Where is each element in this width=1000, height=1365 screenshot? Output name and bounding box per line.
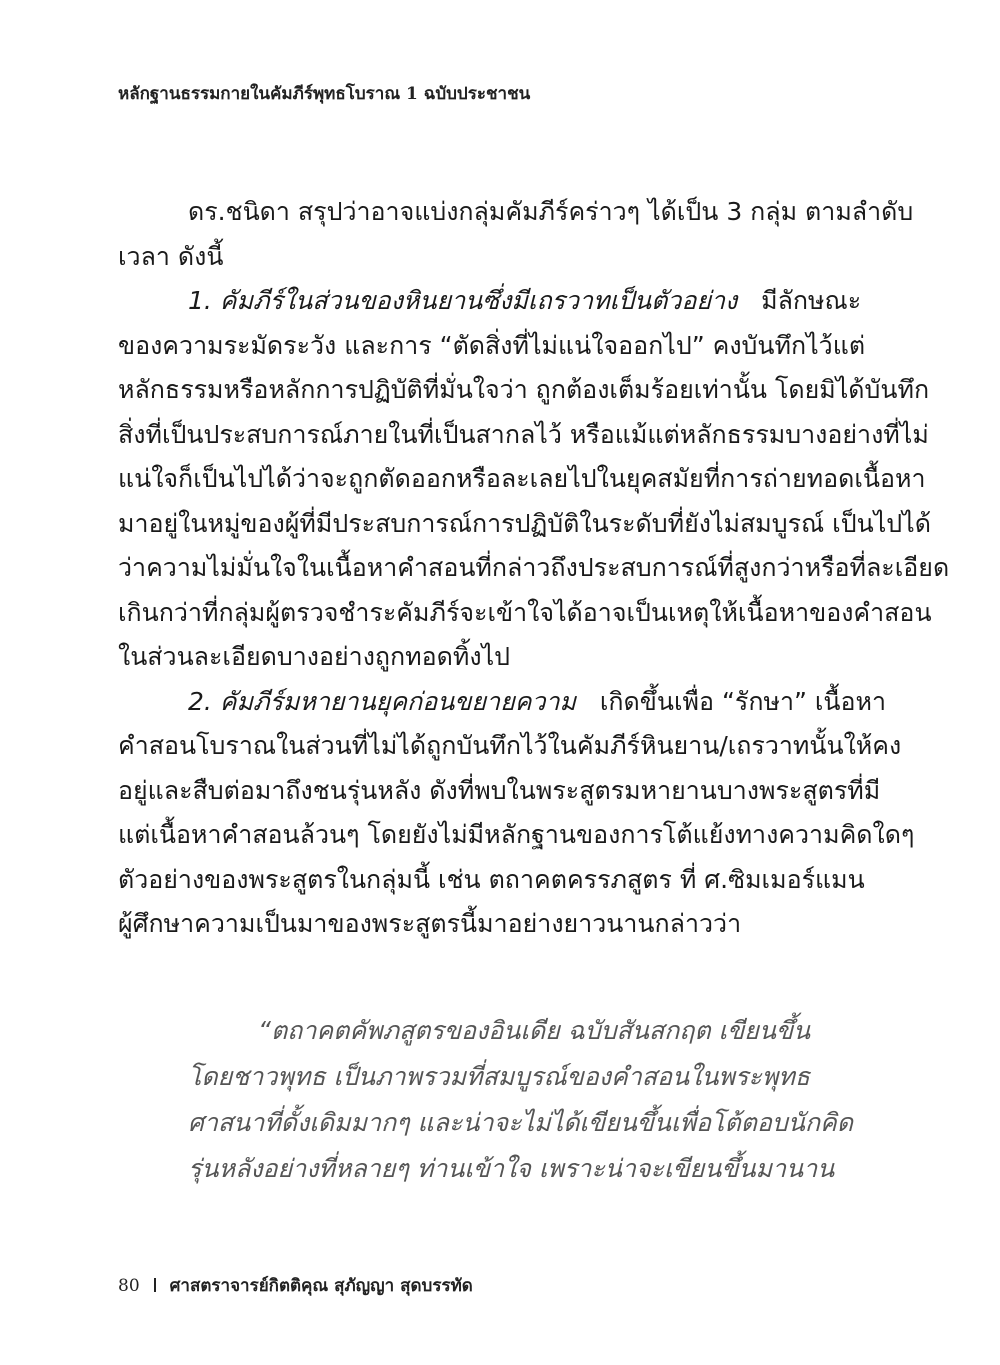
text-line: ตัวอย่างของพระสูตรในกลุ่มนี้ เช่น ตถาคตครรภสูตร ที่ ศ.ซิมเมอร์แมน: [118, 864, 865, 894]
text-line: แน่ใจก็เป็นไปได้ว่าจะถูกตัดออกหรือละเลยไปในยุคสมัยที่การถ่ายทอดเนื้อหา: [118, 464, 926, 493]
section-2-paragraph: [118, 680, 915, 947]
section-1-heading: 1. คัมภีร์ในส่วนของหินยานซึ่งมีเถรวาทเป็นตัวอย่าง: [188, 286, 738, 315]
footer-author: ศาสตราจารย์กิตติคุณ สุภัญญา สุดบรรทัด: [169, 1276, 473, 1296]
text-line: ในส่วนละเอียดบางอย่างถูกทอดทิ้งไป: [118, 642, 511, 671]
running-header: หลักฐานธรรมกายในคัมภีร์พุทธโบราณ 1 ฉบับประชาชน: [118, 84, 531, 104]
text-line: [118, 279, 862, 324]
text-line: สิ่งที่เป็นประสบการณ์ภายในที่เป็นสากลไว้ หรือแม้แต่หลักธรรมบางอย่างที่ไม่: [118, 419, 929, 449]
quote-line: ศาสนาที่ดั้งเดิมมากๆ และน่าจะไม่ได้เขียนขึ้นเพื่อโต้ตอบนักคิด: [188, 1108, 853, 1137]
text-line: แต่เนื้อหาคำสอนล้วนๆ โดยยังไม่มีหลักฐานของการโต้แย้งทางความคิดใดๆ: [118, 820, 915, 849]
text-line: คำสอนโบราณในส่วนที่ไม่ได้ถูกบันทึกไว้ในคัมภีร์หินยาน/เถรวาทนั้นให้คง: [118, 731, 902, 760]
text-line: หลักธรรมหรือหลักการปฏิบัติที่มั่นใจว่า ถูกต้องเต็มร้อยเท่านั้น โดยมิได้บันทึก: [118, 375, 930, 404]
text-line: ของความระมัดระวัง และการ “ตัดสิ่งที่ไม่แน่ใจออกไป” คงบันทึกไว้แต่: [118, 330, 866, 360]
text-line: ว่าความไม่มั่นใจในเนื้อหาคำสอนที่กล่าวถึงประสบการณ์ที่สูงกว่าหรือที่ละเอียด: [118, 553, 950, 582]
section-2-heading: 2. คัมภีร์มหายานยุคก่อนขยายความ: [188, 686, 577, 716]
block-quote: [188, 1008, 853, 1192]
text-line: มาอยู่ในหมู่ของผู้ที่มีประสบการณ์การปฏิบัติในระดับที่ยังไม่สมบูรณ์ เป็นไปได้: [118, 508, 931, 538]
text-line: เวลา ดังนี้: [118, 241, 224, 271]
quote-line: รุ่นหลังอย่างที่หลายๆ ท่านเข้าใจ เพราะน่าจะเขียนขึ้นมานาน: [188, 1154, 835, 1183]
text-line: เกินกว่าที่กลุ่มผู้ตรวจชำระคัมภีร์จะเข้าใจได้อาจเป็นเหตุให้เนื้อหาของคำสอน: [118, 597, 932, 627]
footer-separator: [154, 1278, 156, 1292]
quote-line: โดยชาวพุทธ เป็นภาพรวมที่สมบูรณ์ของคำสอนในพระพุทธ: [188, 1062, 810, 1091]
text-line: ผู้ศึกษาความเป็นมาของพระสูตรนี้มาอย่างยาวนานกล่าวว่า: [118, 909, 742, 938]
text-line: [118, 680, 887, 725]
body-text: [118, 190, 950, 947]
text-fragment: มีลักษณะ: [761, 286, 862, 315]
section-1-paragraph: [118, 279, 950, 680]
text-fragment: เกิดขึ้นเพื่อ “รักษา” เนื้อหา: [599, 686, 887, 716]
intro-paragraph: [118, 190, 914, 279]
text-line: ดร.ชนิดา สรุปว่าอาจแบ่งกลุ่มคัมภีร์คร่าวๆ ได้เป็น 3 กลุ่ม ตามลำดับ: [188, 197, 914, 226]
page-footer: [118, 1272, 473, 1299]
quote-line: “ตถาคตคัพภสูตรของอินเดีย ฉบับสันสกฤต เขียนขึ้น: [258, 1016, 811, 1045]
page-number: 80: [118, 1276, 140, 1296]
text-line: อยู่และสืบต่อมาถึงชนรุ่นหลัง ดังที่พบในพระสูตรมหายานบางพระสูตรที่มี: [118, 775, 881, 805]
